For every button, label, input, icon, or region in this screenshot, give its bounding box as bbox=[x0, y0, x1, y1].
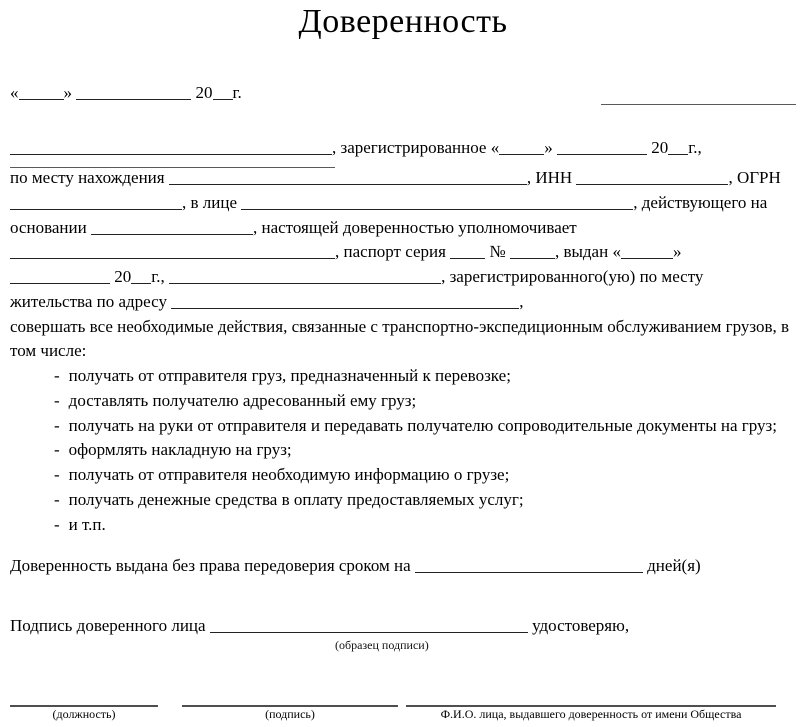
issue-year-blank[interactable] bbox=[131, 278, 151, 284]
reg-close-quote: » bbox=[544, 138, 553, 157]
list-item-text: получать на руки от отправителя и передавать получателю сопроводительные документы на груз; bbox=[68, 415, 777, 435]
body-line-2 bbox=[10, 158, 796, 166]
term-text: Доверенность выдана без права передоверия сроком на bbox=[10, 556, 411, 576]
issued-text: , выдан « bbox=[554, 242, 621, 262]
year-prefix: 20 bbox=[195, 83, 213, 102]
issue-month-blank[interactable] bbox=[10, 278, 110, 284]
list-item-text: получать от отправителя груз, предназначенный к перевозке; bbox=[68, 366, 511, 385]
dash-bullet: - bbox=[54, 489, 60, 509]
signature-label: Подпись доверенного лица bbox=[10, 616, 206, 635]
ogrn-text: , ОГРН bbox=[728, 168, 781, 187]
signature-label-bottom: (подпись) bbox=[265, 706, 315, 721]
in-person-text: , в лице bbox=[182, 192, 238, 212]
inn-text: , ИНН bbox=[526, 168, 573, 187]
term-days-blank[interactable] bbox=[415, 567, 643, 573]
list-item bbox=[10, 364, 796, 389]
list-item bbox=[10, 438, 796, 463]
open-quote: « bbox=[10, 83, 19, 102]
footer-position-col bbox=[10, 705, 158, 722]
inn-blank[interactable] bbox=[576, 179, 728, 185]
footer-signature-col bbox=[182, 705, 398, 722]
list-item bbox=[10, 389, 796, 414]
authorizes-text: , настоящей доверенностью уполномочивает bbox=[252, 217, 577, 237]
body-line-4 bbox=[10, 191, 796, 216]
body-line-9: совершать все необходимые действия, связанные с транспортно-экспедиционным обслуживанием грузов, в bbox=[10, 316, 790, 336]
registered-text: , зарегистрированное « bbox=[332, 138, 500, 157]
list-item-text: получать денежные средства в оплату предоставляемых услуг; bbox=[68, 489, 524, 509]
issue-year-prefix: 20 bbox=[114, 267, 132, 286]
dash-bullet: - bbox=[54, 514, 60, 534]
body-line-7 bbox=[10, 265, 796, 290]
location-text: по месту нахождения bbox=[10, 168, 165, 187]
date-row bbox=[10, 80, 796, 105]
list-item-text: доставлять получателю адресованный ему груз; bbox=[68, 390, 417, 410]
document-body bbox=[10, 138, 796, 722]
reg-year-blank[interactable] bbox=[668, 149, 688, 155]
list-item bbox=[10, 513, 796, 538]
issue-year-suffix: г., bbox=[151, 267, 165, 286]
reg-year-prefix: 20 bbox=[651, 138, 669, 157]
dash-bullet: - bbox=[54, 366, 60, 385]
body-line-6 bbox=[10, 240, 796, 265]
footer-fio-col bbox=[406, 705, 776, 722]
year-suffix: г. bbox=[232, 83, 242, 102]
dash-bullet: - bbox=[54, 390, 60, 410]
registered-at-text: , зарегистрированного(ую) по месту bbox=[441, 267, 704, 286]
list-item bbox=[10, 488, 796, 513]
issuing-authority-blank[interactable] bbox=[169, 278, 441, 284]
date-day-blank[interactable] bbox=[19, 94, 64, 100]
page-title: Доверенность bbox=[298, 3, 508, 40]
ogrn-blank[interactable] bbox=[10, 204, 182, 210]
acting-text: , действующего на bbox=[633, 192, 768, 212]
passport-series-blank[interactable] bbox=[450, 253, 485, 259]
dash-bullet: - bbox=[54, 440, 60, 460]
residence-comma: , bbox=[519, 291, 524, 311]
term-row bbox=[10, 554, 796, 579]
date-year-blank[interactable] bbox=[213, 94, 233, 100]
basis-text: основании bbox=[10, 217, 87, 237]
powers-list bbox=[10, 364, 796, 537]
representative-blank[interactable] bbox=[241, 204, 633, 210]
body-line-1 bbox=[10, 138, 796, 158]
list-item bbox=[10, 414, 796, 439]
body-line-8 bbox=[10, 290, 796, 315]
list-item-text: и т.п. bbox=[68, 514, 106, 534]
list-item-text: получать от отправителя необходимую информацию о грузе; bbox=[68, 465, 510, 484]
issue-date-line bbox=[10, 80, 242, 105]
signature-row bbox=[10, 614, 796, 639]
issued-close-quote: » bbox=[672, 242, 682, 262]
company-name-blank[interactable] bbox=[10, 149, 332, 155]
date-month-blank[interactable] bbox=[76, 94, 191, 100]
passport-text: , паспорт серия bbox=[335, 242, 446, 262]
residence-address-blank[interactable] bbox=[171, 303, 519, 309]
close-quote: » bbox=[63, 83, 72, 102]
reg-year-suffix: г., bbox=[688, 138, 702, 157]
position-label: (должность) bbox=[52, 706, 116, 721]
number-sign: № bbox=[489, 242, 506, 262]
footer-signature-block bbox=[10, 705, 796, 722]
fio-label: Ф.И.О. лица, выдавшего доверенность от имени Общества bbox=[440, 706, 742, 721]
passport-number-blank[interactable] bbox=[510, 253, 555, 259]
issue-day-blank[interactable] bbox=[621, 253, 673, 259]
address-blank[interactable] bbox=[169, 179, 527, 185]
basis-blank[interactable] bbox=[91, 229, 253, 235]
header-right-blank[interactable] bbox=[601, 100, 796, 105]
residence-text: жительства по адресу bbox=[10, 291, 167, 311]
dash-bullet: - bbox=[54, 465, 60, 484]
reg-day-blank[interactable] bbox=[499, 149, 544, 155]
signature-sample-blank[interactable] bbox=[210, 627, 528, 633]
certify-text: удостоверяю, bbox=[532, 616, 630, 635]
list-item-text: оформлять накладную на груз; bbox=[68, 440, 292, 460]
term-suffix: дней(я) bbox=[647, 556, 701, 576]
body-line-5 bbox=[10, 216, 796, 241]
signature-sample-note: (образец подписи) bbox=[335, 637, 429, 652]
list-item bbox=[10, 463, 796, 488]
attorney-name-blank[interactable] bbox=[10, 253, 335, 259]
body-line-10: том числе: bbox=[10, 341, 87, 361]
reg-month-blank[interactable] bbox=[557, 149, 647, 155]
body-line-3 bbox=[10, 166, 796, 191]
dash-bullet: - bbox=[54, 415, 60, 435]
